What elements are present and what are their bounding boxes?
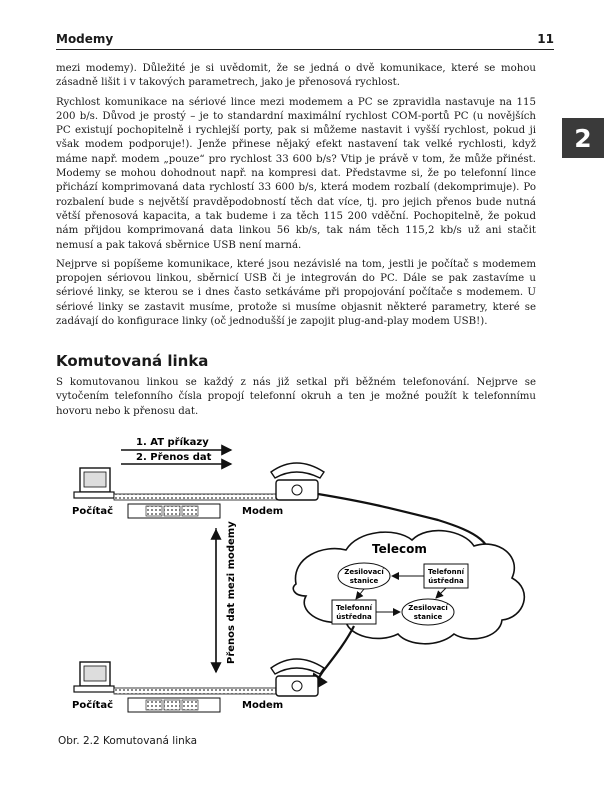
node-label-amplifier-2a: Zesilovací <box>408 604 448 612</box>
telephone-exchange-node-2 <box>332 600 376 624</box>
switched-line-diagram <box>66 432 536 732</box>
header-rule <box>56 49 554 50</box>
running-header-title: Modemy <box>56 32 114 46</box>
section-paragraph: S komutovanou linkou se každý z nás již setkal při běžném telefonování. Nejprve se vytočením telefonního čísla propojí telefonní okruh a ten je možné použít k telefonnímu hovoru nebo k přenosu dat. <box>56 377 536 417</box>
at-commands-label: 1. AT příkazy <box>136 437 209 448</box>
node-label-amplifier-1b: stanice <box>349 577 379 585</box>
serial-frame-top <box>128 504 220 518</box>
computer-icon-bottom <box>74 662 114 692</box>
data-transfer-label: 2. Přenos dat <box>136 452 212 463</box>
section-text <box>56 376 536 424</box>
computer-label-top: Počítač <box>72 506 114 517</box>
paragraph-3: Nejprve si popíšeme komunikace, které jsou nezávislé na tom, jestli je počítač s modemem propojen sériovou linkou, sběrnicí USB či je integrován do PC. Dále se pak zastavíme u sériové linky, se kterou se i dnes často setkáváme při propojování počítače s modemem. U sériové linky se zastavit musíme, protože si musíme objasnit některé parametry, které se zadávají do konfigurace linky (oč jednodušší je zapojit plug-and-play modem USB!). <box>56 258 536 328</box>
serial-cable-top <box>114 494 280 500</box>
telephone-icon-top <box>271 463 324 500</box>
node-label-exchange-1a: Telefonní <box>428 568 464 576</box>
computer-label-bottom: Počítač <box>72 700 114 711</box>
paragraph-2: Rychlost komunikace na sériové lince mezi modemem a PC se zpravidla nastavuje na 115 200 b/s. Důvod je prostý – je to standardní maximální rychlost COM-portů PC (u novějších PC existují pochopitelně i rychlejší porty, pak si můžeme nastavit i vyšší rychlost, pokud ji však modem podporuje!). Jenže přinese nějaký efekt nastavení tak velké rychlosti, když máme např. modem „pouze“ pro rychlost 33 600 b/s? Vtip je právě v tom, že může přinést. Modemy se mohou dohodnout např. na kompresi dat. Představme si, že po telefonní lince přichází komprimovaná data rychlostí 33 600 b/s, která modem rozbalí (dekomprimuje). Po rozbalení bude s největší pravděpodobností těch dat více, tj. pro jejich přenos bude nutná větší přenosová kapacita, a tak budeme i za těch 115 200 vděční. Pochopitelně, že pokud nám přijdou komprimovaná data linkou 56 kb/s, tak nám těch 115,2 kb/s už ani stačit nemusí a pak taková sběrnice USB není marná. <box>56 96 536 251</box>
node-label-amplifier-2b: stanice <box>413 613 443 621</box>
node-label-exchange-2a: Telefonní <box>336 604 372 612</box>
serial-frame-bottom <box>128 698 220 712</box>
chapter-tab: 2 <box>562 118 604 158</box>
serial-cable-bottom <box>114 688 280 694</box>
modem-label-top: Modem <box>242 506 284 517</box>
telephone-icon-bottom <box>271 659 324 696</box>
amplifier-station-node-2 <box>402 599 454 625</box>
computer-icon-top <box>74 468 114 498</box>
figure-caption: Obr. 2.2 Komutovaná linka <box>58 735 198 747</box>
node-label-exchange-2b: ústředna <box>336 613 372 621</box>
modem-label-bottom: Modem <box>242 700 284 711</box>
telephone-exchange-node-1 <box>424 564 468 588</box>
modem-link-label: Přenos dat mezi modemy <box>226 521 237 664</box>
page-number: 11 <box>537 32 554 46</box>
section-heading: Komutovaná linka <box>56 352 209 370</box>
amplifier-station-node-1 <box>338 563 390 589</box>
node-label-amplifier-1a: Zesilovací <box>344 568 384 576</box>
body-text <box>56 62 536 334</box>
node-label-exchange-1b: ústředna <box>428 577 464 585</box>
paragraph-1: mezi modemy). Důležité je si uvědomit, že se jedná o dvě komunikace, které se mohou zásadně lišit i v takových parametrech, jako je přenosová rychlost. <box>56 63 536 89</box>
telecom-title: Telecom <box>372 542 427 556</box>
